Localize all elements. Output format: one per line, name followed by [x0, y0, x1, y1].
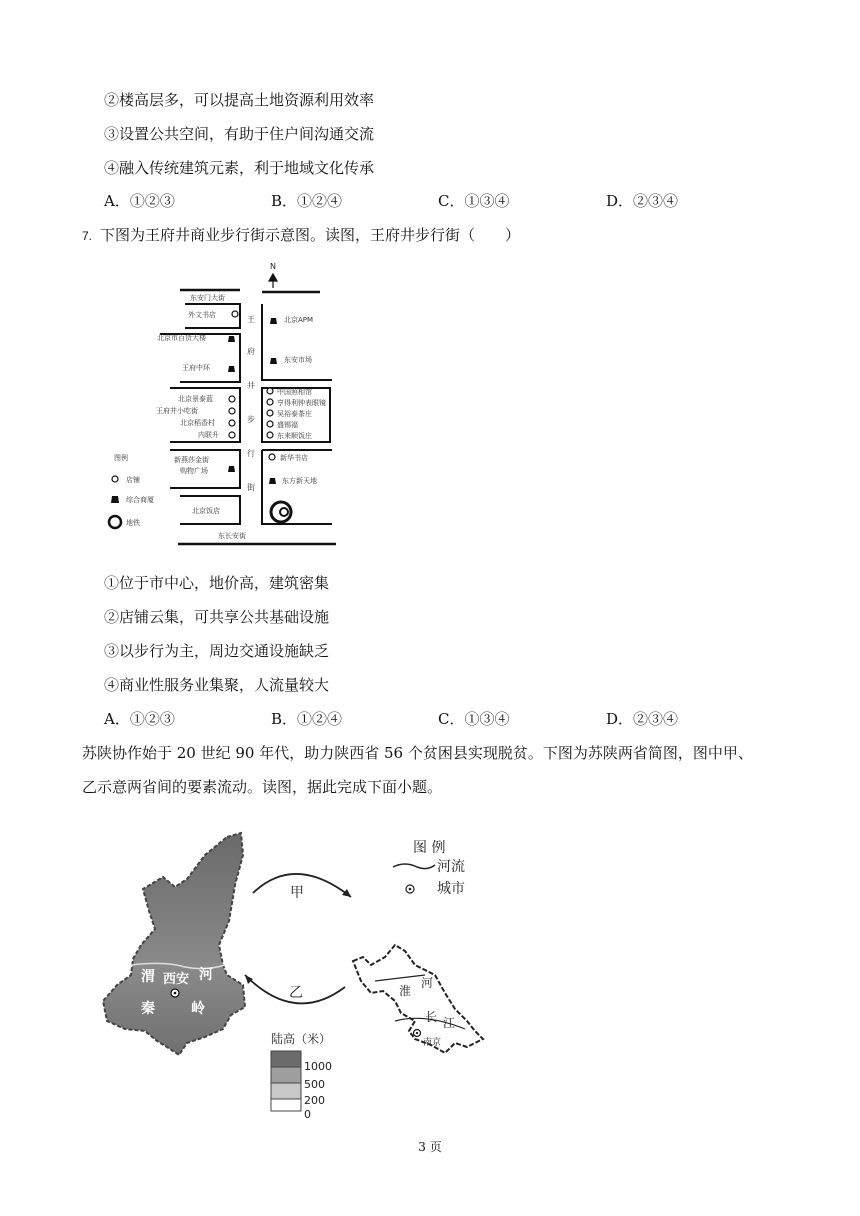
- elevation-tick: 1000: [304, 1060, 332, 1073]
- wangfujing-map: [100, 256, 345, 548]
- legend-river-label: 河流: [437, 859, 465, 875]
- shop-icon: [229, 420, 235, 426]
- shop-icon: [267, 421, 273, 427]
- shop-icon: [267, 432, 273, 438]
- place-label: 盛锡福: [277, 421, 298, 429]
- q6-statement-3: ③设置公共空间，有助于住户间沟通交流: [104, 125, 375, 143]
- shop-icon: [232, 311, 238, 317]
- shop-icon: [269, 454, 275, 460]
- mall-icon: [270, 318, 277, 324]
- q6-statement-4: ④融入传统建筑元素，利于地域文化传承: [104, 159, 375, 177]
- arrow-label-yi: 乙: [289, 985, 303, 1001]
- main-street-char: 步: [247, 415, 255, 424]
- place-label: 东来顺饭庄: [277, 432, 312, 440]
- city-label-nanjing: 南京: [423, 1038, 442, 1048]
- main-street-char: 街: [247, 483, 255, 492]
- shop-icon: [229, 408, 235, 414]
- arrow-label-jia: 甲: [290, 885, 304, 901]
- sushan-map: [95, 825, 505, 1125]
- place-label: 东方新天地: [282, 477, 317, 485]
- map-legend-title: 图 例: [413, 840, 446, 856]
- subway-icon: [109, 516, 121, 528]
- legend-title: 图例: [114, 454, 128, 462]
- place-label: 购物广场: [180, 467, 208, 475]
- place-label: 中国照相馆: [277, 388, 312, 396]
- shaanxi-province: [103, 833, 245, 1055]
- bottom-street-label: 东长安街: [218, 532, 246, 540]
- mall-icon: [269, 478, 276, 484]
- legend-item: 综合商厦: [126, 496, 154, 504]
- legend-city-label: 城市: [437, 881, 465, 897]
- subway-icon: [271, 502, 291, 522]
- place-label: 吴裕泰茶庄: [277, 410, 312, 418]
- q6-statement-2: ②楼高层多，可以提高土地资源利用效率: [104, 91, 375, 109]
- main-street-char: 井: [247, 381, 255, 390]
- elevation-tick: 500: [304, 1078, 325, 1091]
- elevation-tick: 200: [304, 1094, 325, 1107]
- q7-statement-1: ①位于市中心，地价高，建筑密集: [104, 574, 330, 592]
- place-label: 王府中环: [182, 364, 210, 372]
- shop-icon: [229, 432, 235, 438]
- shaanxi-label: 岭: [191, 1001, 205, 1017]
- north-label: N: [270, 262, 276, 271]
- place-label: 亨得利钟表眼镜: [277, 399, 326, 407]
- jiangsu-label: 长: [425, 1010, 438, 1024]
- passage-line-1: 苏陕协作始于 20 世纪 90 年代，助力陕西省 56 个贫困县实现脱贫。下图为苏陕两省简图，图中甲、: [82, 744, 753, 762]
- place-label: 北京市百货大楼: [157, 334, 206, 342]
- place-label: 东安市场: [284, 356, 312, 364]
- city-label-xian: 西安: [163, 972, 190, 987]
- shop-icon: [267, 388, 273, 394]
- q6-option-b: B．①②④: [271, 192, 343, 210]
- legend-item: 地铁: [126, 519, 140, 527]
- place-label: 外文书店: [188, 311, 216, 319]
- shop-icon: [267, 410, 273, 416]
- passage-line-2: 乙示意两省间的要素流动。读图，据此完成下面小题。: [82, 778, 443, 796]
- mall-icon: [270, 358, 277, 364]
- q7-option-d: D．②③④: [606, 710, 679, 728]
- river-icon: [393, 864, 435, 869]
- q7-option-b: B．①②④: [271, 710, 343, 728]
- top-street-label: 东安门大街: [190, 294, 225, 302]
- main-street-char: 府: [247, 347, 255, 356]
- place-label: 内联升: [198, 431, 219, 439]
- place-label: 新燕莎金街: [174, 456, 209, 464]
- place-label: 王府井小吃街: [156, 407, 198, 415]
- place-label: 北京景泰蓝: [178, 395, 213, 403]
- jiangsu-label: 江: [443, 1016, 456, 1030]
- place-label: 新华书店: [280, 454, 308, 462]
- q7-statement-2: ②店铺云集，可共享公共基础设施: [104, 608, 330, 626]
- q7-option-a: A．①②③: [104, 710, 175, 728]
- shaanxi-label: 秦: [141, 1001, 155, 1017]
- main-street-char: 行: [247, 449, 255, 458]
- q7-stem-text: 下图为王府井商业步行街示意图。读图，王府井步行街（ ）: [100, 226, 521, 244]
- shaanxi-label: 河: [199, 967, 213, 983]
- q7-statement-3: ③以步行为主，周边交通设施缺乏: [104, 642, 330, 660]
- legend-item: 店铺: [126, 476, 140, 484]
- shaanxi-label: 渭: [141, 969, 155, 985]
- shop-icon: [267, 399, 273, 405]
- jiangsu-label: 河: [421, 976, 434, 990]
- main-street-char: 王: [247, 315, 255, 324]
- q7-stem: [82, 224, 520, 245]
- mall-icon: [228, 366, 235, 372]
- q7-option-c: C．①③④: [438, 710, 510, 728]
- shop-icon: [229, 396, 235, 402]
- shop-icon: [112, 476, 118, 482]
- q6-option-a: A．①②③: [104, 192, 175, 210]
- q6-option-d: D．②③④: [606, 192, 679, 210]
- mall-icon: [228, 466, 235, 472]
- q7-number: 7.: [82, 229, 93, 243]
- place-label: 北京饭店: [192, 507, 220, 515]
- north-arrow-icon: [269, 274, 277, 288]
- q6-option-c: C．①③④: [438, 192, 510, 210]
- page-number: 3 页: [418, 1140, 442, 1154]
- q7-statement-4: ④商业性服务业集聚，人流量较大: [104, 676, 330, 694]
- elevation-tick: 0: [304, 1108, 311, 1121]
- elevation-legend-title: 陆高（米）: [271, 1032, 332, 1046]
- place-label: 北京APM: [284, 316, 314, 324]
- mall-icon: [111, 496, 119, 503]
- place-label: 北京稻香村: [180, 419, 215, 427]
- jiangsu-label: 淮: [399, 984, 412, 998]
- mall-icon: [228, 336, 235, 342]
